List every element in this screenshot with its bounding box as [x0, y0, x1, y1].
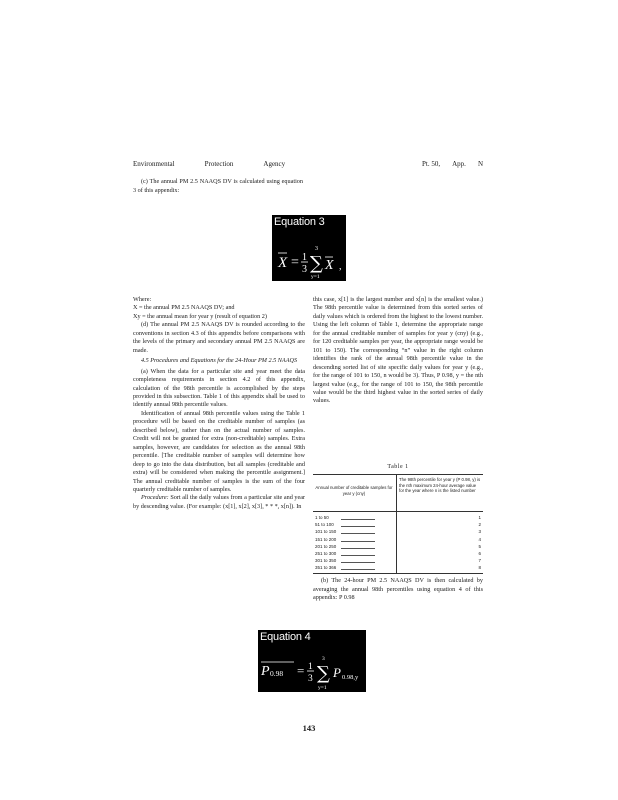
running-header: [133, 160, 483, 172]
eq4-den: 3: [308, 674, 313, 684]
eq4-sum-lower: y=1: [318, 685, 327, 691]
header-word: N: [477, 160, 483, 168]
paragraph-c: (c) The annual PM 2.5 NAAQS DV is calculated using equation 3 of this appendix:: [133, 178, 303, 194]
table-col1-header: Annual number of creditable samples for year y (cny): [315, 485, 393, 496]
table-row: 301 to 350 7: [315, 558, 481, 564]
header-word: Protection: [204, 160, 234, 168]
header-word: App.: [452, 160, 466, 168]
paragraph-b-24-hour: (b) The 24-hour PM 2.5 NAAQS DV is then calculated by averaging the annual 98th percentiles using equation 4 of this appendix: P 0.98: [313, 577, 483, 601]
equation-4-image: [258, 630, 366, 692]
svg-text:,: ,: [339, 261, 342, 272]
eq4-term: P: [333, 665, 341, 680]
eq3-sum-lower: y=1: [311, 274, 320, 280]
table-row: 201 to 250 5: [315, 543, 481, 549]
eq3-term: X: [325, 258, 334, 273]
eq3-den: 3: [302, 264, 307, 275]
table-1: [313, 474, 483, 574]
header-word: Pt. 50,: [422, 160, 441, 168]
eq4-lhs-sub: 0.98: [270, 669, 284, 678]
paragraph-continued: this case, x[1] is the largest number and x[n] is the smallest value.) The 98th percentile value is determined from this sorted series of daily values which is ordered from the highest to the lowest number. Using the left column of Table 1, determine the appropriate range for the annual creditable number of samples for year y (cny) (e.g., for 120 creditable samples per year, the appropriate range would be 101 to 150). The corresponding “n” value in the right column identifies the rank of the annual 98th percentile value in the descending sorted list of site specific daily values for year y (e.g., for the range of 101 to 150, n would be 3). Thus, P 0.98, y = the nth largest value (e.g., for the range of 101 to 150, the 98th percentile value would be the third highest value in the sorted series of daily values.: [313, 296, 483, 405]
eq3-num: 1: [302, 252, 307, 263]
eq3-lhs: X: [278, 255, 288, 271]
equation-4-label: Equation 4: [260, 631, 311, 643]
definition-xy: Xy = the annual mean for year y (result of equation 2): [133, 312, 267, 320]
table-1-title: Table 1: [387, 464, 409, 470]
equation-3-image: [272, 215, 346, 281]
paragraph-identification: Identification of annual 98th percentile values using the Table 1 procedure will be based on the creditable number of samples (as described below), rather than on the actual number of samples. Credit will not be granted for extra (non-creditable) samples. Extra samples, however, are candidates for selection as the annual 98th percentile. [The creditable number of samples will determine how deep to go into the data distribution, but all samples (creditable and extra) will be considered when making the percentile assignment.] The annual creditable number of samples is the sum of the four quarterly creditable number of samples.: [133, 409, 305, 493]
table-row: 1 to 50 1: [315, 515, 481, 520]
eq3-sum-upper: 3: [315, 246, 318, 252]
where-label: Where:: [133, 296, 152, 303]
table-row: 251 to 300 6: [315, 550, 481, 556]
eq4-sum-upper: 3: [322, 656, 325, 662]
procedure-lead: Procedure:: [141, 494, 169, 502]
equation-3-formula: [272, 215, 346, 281]
paragraph-a: (a) When the data for a particular site and year meet the data completeness requirements in section 4.2 of this appendix, calculation of the 98th percentile is accomplished by the steps provided in this subsection. Table 1 of this appendix shall be used to identify annual 98th percentile values.: [133, 367, 305, 409]
eq4-term-sub: 0.98,y: [342, 674, 359, 681]
table-col2-header: The 98th percentile for year y (P 0.98, y) is the nth maximum 24-hour average value for the year where n is the listed number: [399, 477, 481, 493]
paragraph-d: (d) The annual PM 2.5 NAAQS DV is rounded according to the conventions in section 4.3 of this appendix before comparisons with the levels of the primary and secondary annual PM 2.5 NAAQS are made.: [133, 321, 305, 354]
definition-x: X = the annual PM 2.5 NAAQS DV; and: [133, 304, 235, 312]
left-column: [133, 296, 305, 511]
right-column: [313, 296, 483, 406]
svg-text:=: =: [291, 255, 299, 270]
eq4-lhs: P: [261, 664, 270, 679]
equation-3-label: Equation 3: [274, 216, 325, 228]
eq4-num: 1: [308, 662, 313, 672]
table-rows: [315, 515, 481, 573]
header-agency: [133, 160, 285, 172]
paragraph-procedure: Procedure: Sort all the daily values from a particular site and year by descending value. (For example: (x[1], x[2], x[3], * * *, x[n]). In: [133, 494, 306, 510]
sigma-icon: ∑: [317, 663, 330, 684]
equation-4-formula: [258, 630, 366, 692]
section-heading-4-5: 4.5 Procedures and Equations for the 24-Hour PM 2.5 NAAQS: [140, 357, 298, 365]
header-word: Environmental: [133, 160, 175, 168]
header-word: Agency: [263, 160, 286, 168]
sigma-icon: ∑: [310, 253, 323, 274]
header-part: [422, 160, 483, 172]
page-number: 143: [302, 723, 316, 733]
table-row: 151 to 200 4: [315, 536, 481, 542]
table-row: 51 to 100 2: [315, 522, 481, 528]
table-row: 351 to 366 8: [315, 565, 481, 571]
svg-text:=: =: [297, 663, 305, 678]
table-row: 101 to 150 3: [315, 529, 481, 535]
